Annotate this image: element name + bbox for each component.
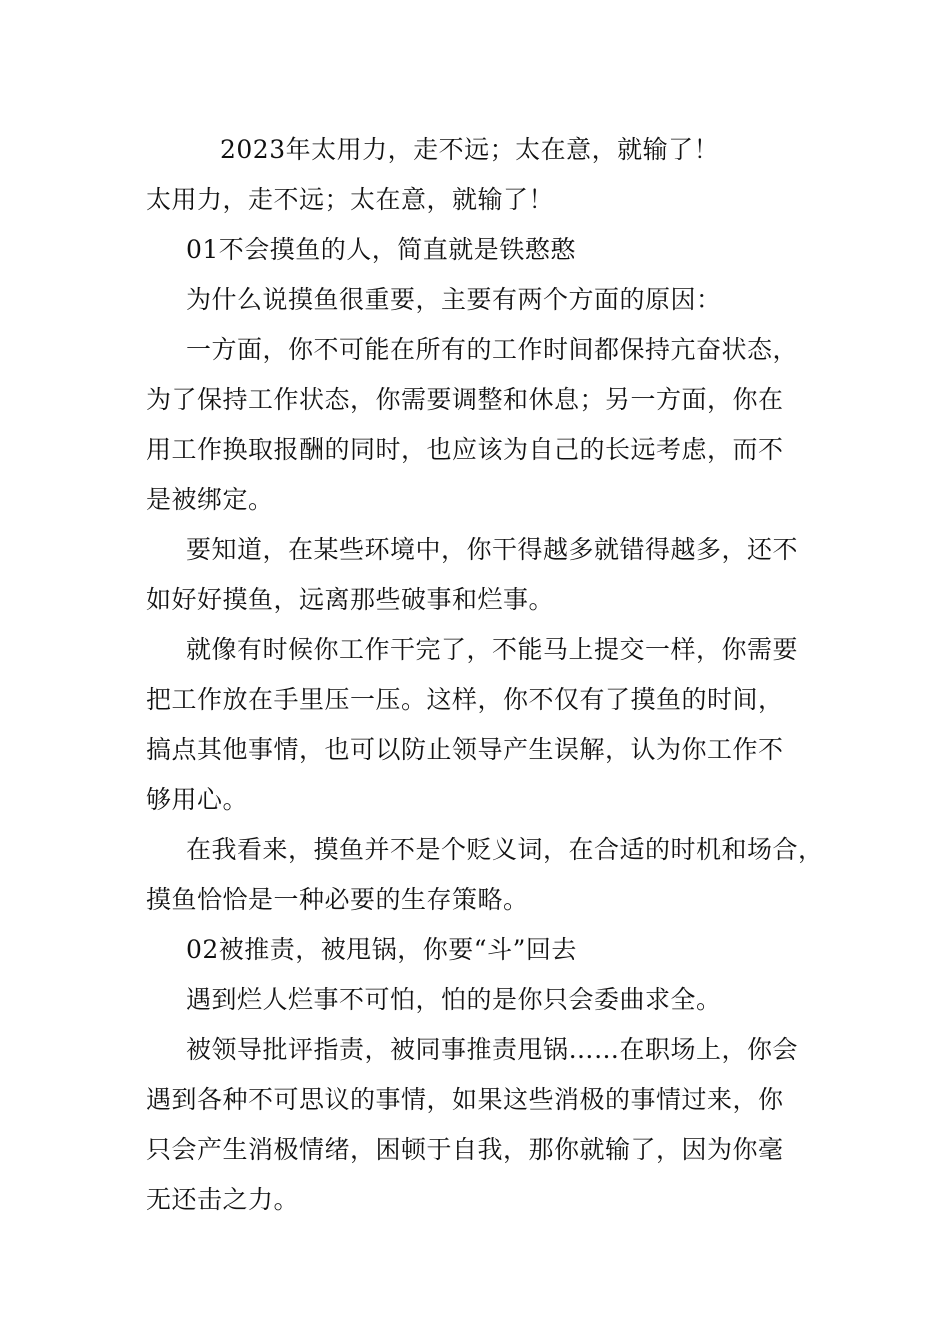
paragraph-line: 要知道，在某些环境中，你干得越多就错得越多，还不: [186, 535, 799, 564]
subtitle-line: 太用力，走不远；太在意，就输了！: [146, 185, 555, 214]
paragraph-line: 用工作换取报酬的同时，也应该为自己的长远考虑，而不: [146, 435, 784, 464]
paragraph-line: 无还击之力。: [146, 1185, 300, 1214]
paragraph-line: 就像有时候你工作干完了，不能马上提交一样，你需要: [186, 635, 799, 664]
paragraph-line: 在我看来，摸鱼并不是个贬义词，在合适的时机和场合，: [186, 835, 824, 864]
paragraph-line: 把工作放在手里压一压。这样，你不仅有了摸鱼的时间，: [146, 685, 784, 714]
paragraph-line: 为了保持工作状态，你需要调整和休息；另一方面，你在: [146, 385, 784, 414]
section-heading-02: 02被推责，被甩锅，你要“斗”回去: [186, 935, 577, 964]
paragraph-line: 只会产生消极情绪，困顿于自我，那你就输了，因为你毫: [146, 1135, 784, 1164]
paragraph-line: 遇到各种不可思议的事情，如果这些消极的事情过来，你: [146, 1085, 784, 1114]
paragraph-line: 如好好摸鱼，远离那些破事和烂事。: [146, 585, 555, 614]
paragraph-line: 是被绑定。: [146, 485, 274, 514]
paragraph-line: 搞点其他事情，也可以防止领导产生误解，认为你工作不: [146, 735, 784, 764]
document-title: 2023年太用力，走不远；太在意，就输了！: [220, 135, 720, 164]
paragraph-line: 遇到烂人烂事不可怕，怕的是你只会委曲求全。: [186, 985, 722, 1014]
paragraph-line: 被领导批评指责，被同事推责甩锅……在职场上，你会: [186, 1035, 799, 1064]
paragraph-line: 一方面，你不可能在所有的工作时间都保持亢奋状态，: [186, 335, 799, 364]
paragraph-line: 够用心。: [146, 785, 249, 814]
paragraph-line: 摸鱼恰恰是一种必要的生存策略。: [146, 885, 529, 914]
paragraph-line: 为什么说摸鱼很重要，主要有两个方面的原因：: [186, 285, 722, 314]
section-heading-01: 01不会摸鱼的人，简直就是铁憨憨: [186, 235, 576, 264]
